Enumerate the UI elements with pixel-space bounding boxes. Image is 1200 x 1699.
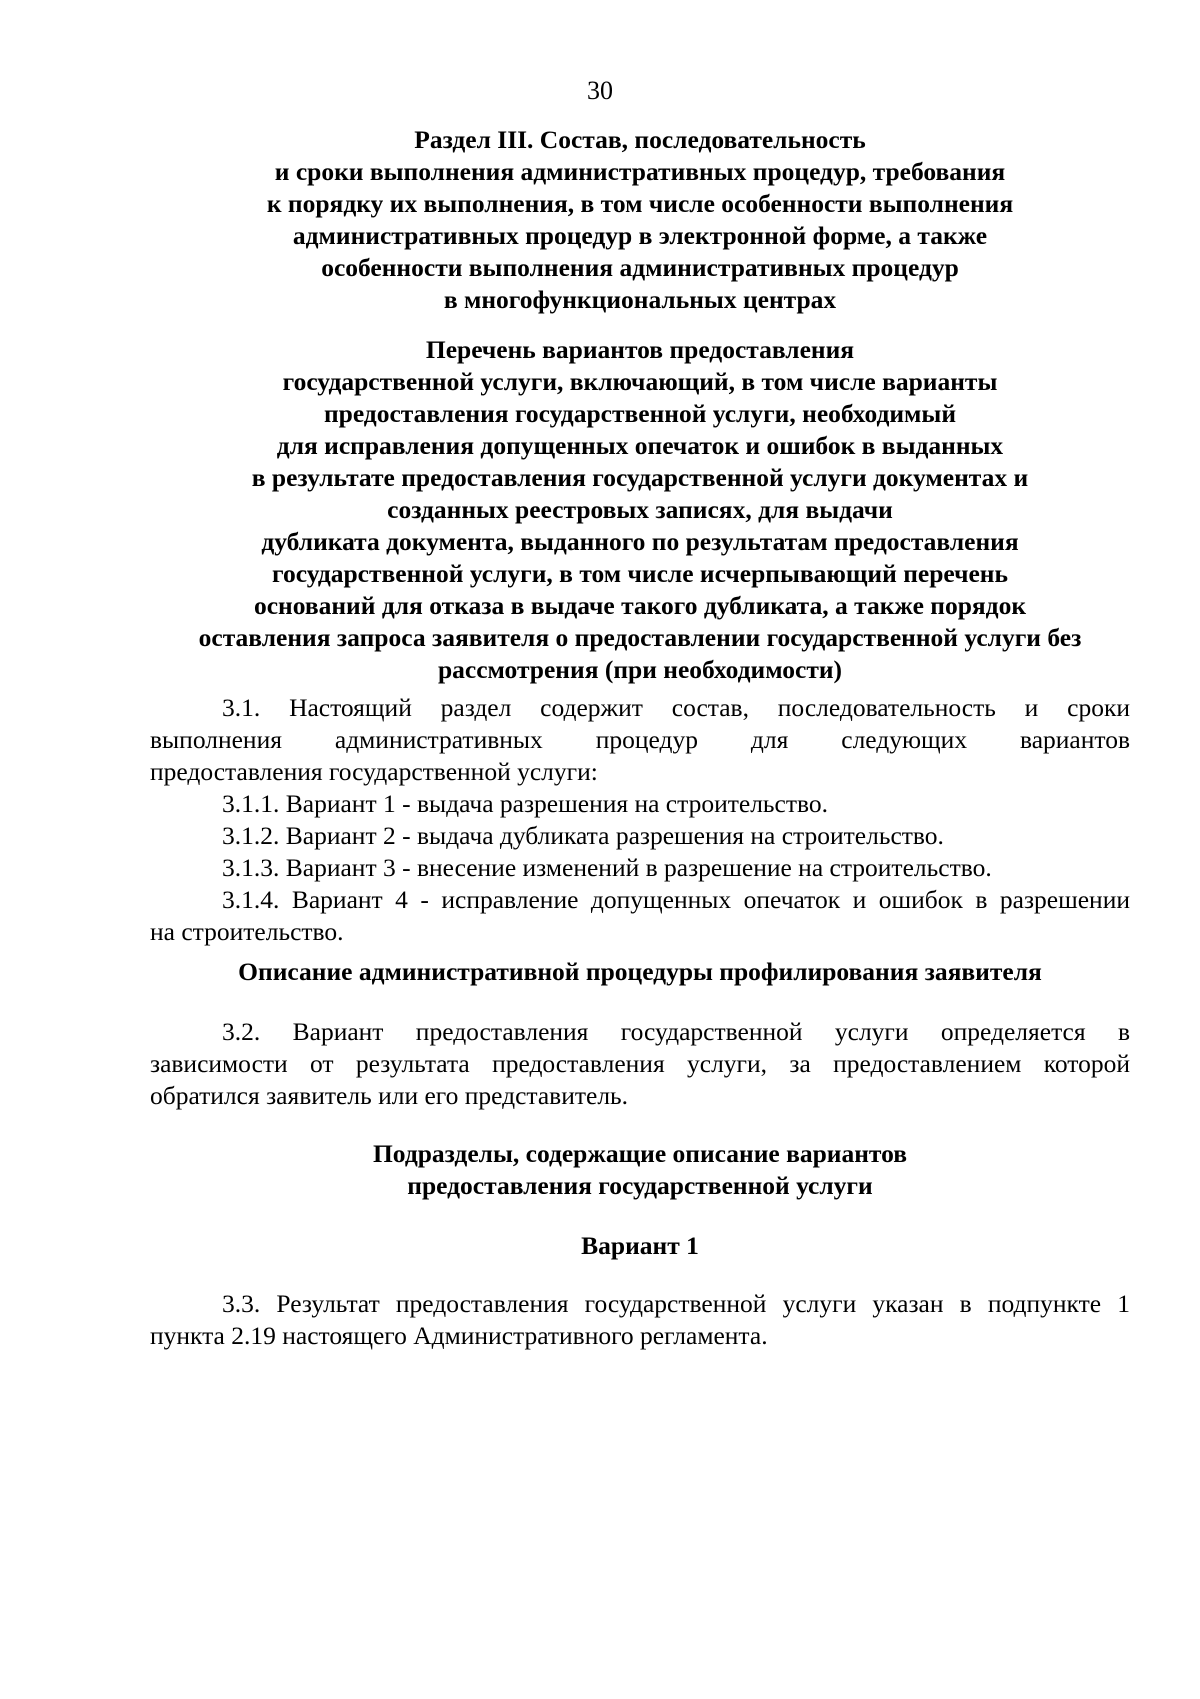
variants-heading-line: оставления запроса заявителя о предоставлении государственной услуги без — [198, 623, 1082, 652]
profiling-heading-text: Описание административной процедуры профилирования заявителя — [238, 957, 1042, 986]
subsections-heading — [150, 1138, 1130, 1202]
section-title — [150, 124, 1130, 316]
variants-heading-line: рассмотрения (при необходимости) — [437, 655, 843, 684]
variant-1-heading-text: Вариант 1 — [581, 1231, 699, 1260]
variants-heading-line: оснований для отказа в выдаче такого дубликата, а также порядок — [253, 591, 1027, 620]
variants-heading-line: дубликата документа, выданного по результатам предоставления — [261, 527, 1019, 556]
variants-heading-line: предоставления государственной услуги, необходимый — [323, 399, 957, 428]
variants-heading-line: Перечень вариантов предоставления — [425, 335, 855, 364]
section-title-line: административных процедур в электронной форме, а также — [292, 221, 988, 250]
variant-1-heading — [150, 1230, 1130, 1262]
section-title-line: Раздел III. Состав, последовательность — [414, 125, 866, 154]
paragraph-line: 3.2. Вариант предоставления государственной услуги определяется в — [222, 1017, 1130, 1046]
section-title-line: особенности выполнения административных процедур — [321, 253, 959, 282]
paragraph-line: на строительство. — [150, 917, 344, 946]
paragraph-3-3 — [150, 1288, 1130, 1352]
variants-heading-line: государственной услуги, в том числе исчерпывающий перечень — [272, 559, 1008, 588]
profiling-heading — [150, 956, 1130, 988]
paragraph-line: 3.1. Настоящий раздел содержит состав, последовательность и сроки — [222, 693, 1130, 722]
paragraph-line: предоставления государственной услуги: — [150, 757, 598, 786]
variants-heading-line: в результате предоставления государственной услуги документах и — [251, 463, 1029, 492]
paragraph-line: пункта 2.19 настоящего Административного регламента. — [150, 1321, 768, 1350]
item-3-1-4: 3.1.4. Вариант 4 - исправление допущенных опечаток и ошибок в разрешении — [222, 885, 1130, 914]
page-number: 30 — [587, 76, 613, 105]
item-3-1-2: 3.1.2. Вариант 2 - выдача дубликата разрешения на строительство. — [222, 821, 944, 850]
section-title-line: в многофункциональных центрах — [443, 285, 837, 314]
variants-heading-line: для исправления допущенных опечаток и ошибок в выданных — [276, 431, 1004, 460]
paragraph-line: зависимости от результата предоставления услуги, за предоставлением которой — [150, 1049, 1130, 1078]
paragraph-line: выполнения административных процедур для следующих вариантов — [150, 725, 1130, 754]
paragraph-3-1 — [150, 692, 1130, 948]
variants-heading — [150, 334, 1130, 686]
item-3-1-1: 3.1.1. Вариант 1 - выдача разрешения на строительство. — [222, 789, 828, 818]
section-title-line: и сроки выполнения административных процедур, требования — [274, 157, 1006, 186]
subsections-heading-line: Подразделы, содержащие описание вариантов — [372, 1139, 908, 1168]
subsections-heading-line: предоставления государственной услуги — [407, 1171, 873, 1200]
section-title-line: к порядку их выполнения, в том числе особенности выполнения — [266, 189, 1014, 218]
item-3-1-3: 3.1.3. Вариант 3 - внесение изменений в разрешение на строительство. — [222, 853, 992, 882]
variants-heading-line: созданных реестровых записях, для выдачи — [387, 495, 893, 524]
paragraph-line: 3.3. Результат предоставления государственной услуги указан в подпункте 1 — [222, 1289, 1130, 1318]
paragraph-line: обратился заявитель или его представитель. — [150, 1081, 629, 1110]
paragraph-3-2 — [150, 1016, 1130, 1112]
variants-heading-line: государственной услуги, включающий, в том числе варианты — [282, 367, 998, 396]
